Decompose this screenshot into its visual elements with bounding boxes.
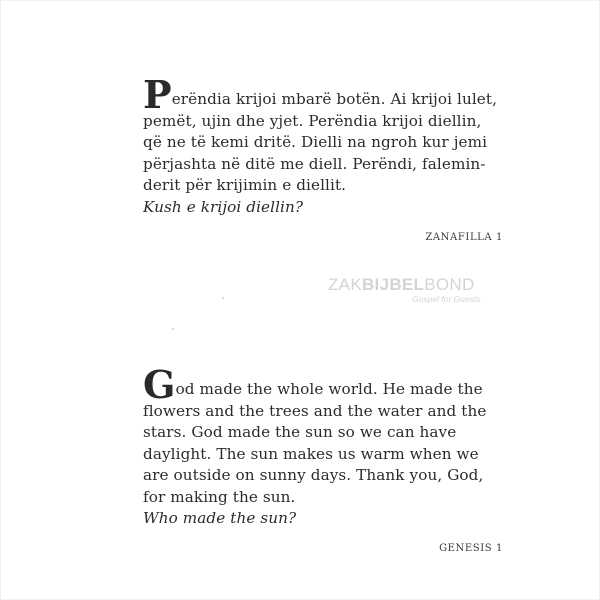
- question-line: Who made the sun?: [143, 509, 297, 527]
- speck: [172, 328, 174, 330]
- drop-cap: P: [143, 72, 172, 117]
- line-text: od made the whole world. He made the: [175, 380, 483, 398]
- english-passage: [143, 362, 503, 530]
- paragraph-line: are outside on sunny days. Thank you, God,: [143, 466, 484, 484]
- watermark-part: ZAK: [328, 275, 362, 294]
- albanian-paragraph: [143, 72, 503, 218]
- scripture-reference: ZANAFILLA 1: [425, 232, 503, 243]
- paragraph-line: pemët, ujin dhe yjet. Perëndia krijoi diellin,: [143, 111, 482, 130]
- scripture-reference: GENESIS 1: [439, 543, 503, 554]
- drop-cap: G: [143, 362, 176, 407]
- english-paragraph: [143, 362, 503, 530]
- question-line: Kush e krijoi diellin?: [143, 197, 304, 216]
- paragraph-line: që ne të kemi dritë. Dielli na ngroh kur jemi: [143, 133, 488, 151]
- watermark-part: BOND: [424, 275, 475, 294]
- watermark-tagline: Gospel for Guests: [412, 294, 481, 304]
- watermark-name: [328, 276, 481, 294]
- paragraph-line: derit për krijimin e diellit.: [143, 176, 347, 194]
- paragraph-line: for making the sun.: [143, 487, 296, 506]
- albanian-passage: [143, 72, 503, 218]
- paragraph-line: [143, 72, 503, 117]
- line-text: erëndia krijoi mbarë botën. Ai krijoi lulet,: [171, 90, 497, 108]
- paragraph-line: flowers and the trees and the water and the: [143, 401, 487, 420]
- watermark-logo: [328, 276, 481, 304]
- speck: [222, 297, 224, 299]
- paragraph-line: [143, 362, 503, 407]
- paragraph-line: stars. God made the sun so we can have: [143, 423, 457, 441]
- paragraph-line: përjashta në ditë me diell. Perëndi, falemin-: [143, 154, 486, 173]
- watermark-part: BIJBEL: [361, 275, 425, 294]
- paragraph-line: daylight. The sun makes us warm when we: [143, 444, 479, 463]
